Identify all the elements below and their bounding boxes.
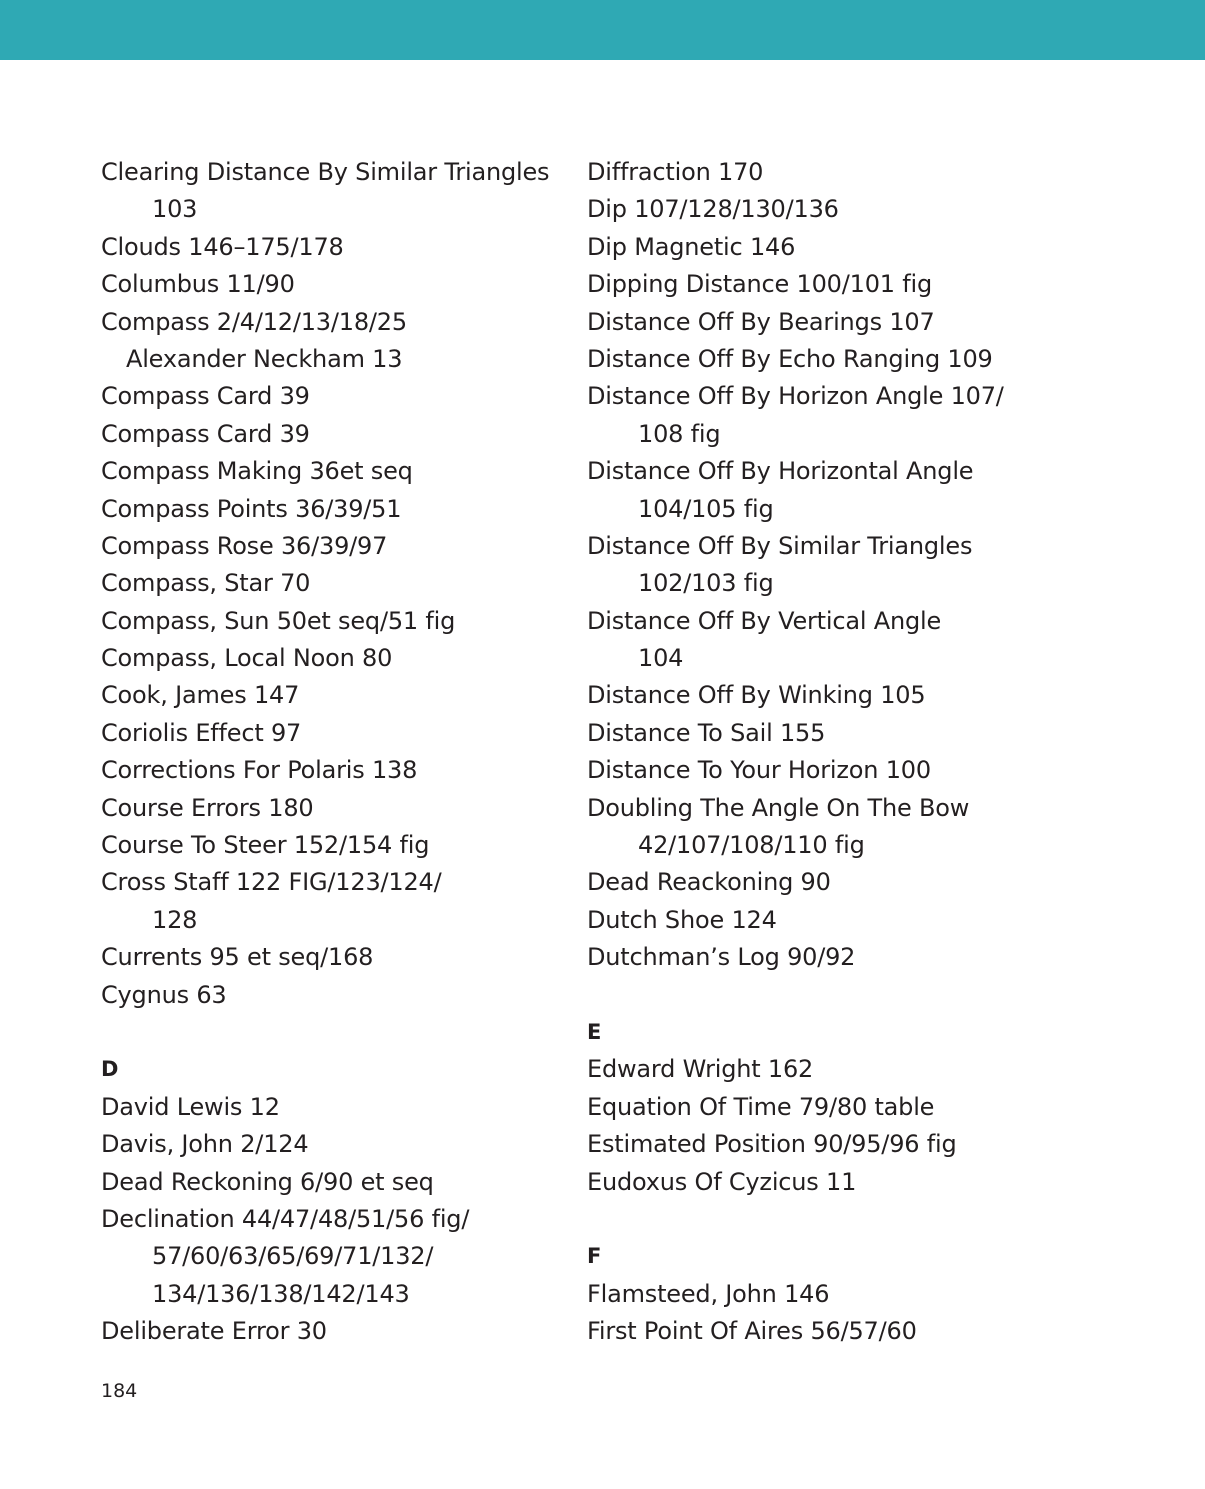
index-entry: Deliberate Error 30 bbox=[101, 1317, 327, 1346]
index-entry: David Lewis 12 bbox=[101, 1092, 280, 1121]
index-entry: Distance Off By Horizon Angle 107/ bbox=[587, 382, 1004, 411]
section-spacer bbox=[101, 1014, 561, 1051]
index-entry: Course To Steer 152/154 fig bbox=[101, 831, 430, 860]
index-entry: Corrections For Polaris 138 bbox=[101, 756, 418, 785]
index-entry: Course Errors 180 bbox=[101, 793, 314, 822]
index-entry: Doubling The Angle On The Bow bbox=[587, 793, 970, 822]
index-entry-continuation: 104/105 fig bbox=[638, 494, 774, 523]
index-column-right bbox=[587, 154, 1047, 1351]
index-entry: Dip 107/128/130/136 bbox=[587, 195, 839, 224]
index-entry: Compass 2/4/12/13/18/25 bbox=[101, 307, 407, 336]
index-entry: Dutch Shoe 124 bbox=[587, 905, 777, 934]
index-entry: Coriolis Effect 97 bbox=[101, 718, 302, 747]
index-entry: Compass, Sun 50et seq/51 fig bbox=[101, 606, 456, 635]
index-entry: Dead Reckoning 6/90 et seq bbox=[101, 1167, 434, 1196]
index-entry: Distance To Sail 155 bbox=[587, 718, 826, 747]
index-entry: Dipping Distance 100/101 fig bbox=[587, 270, 933, 299]
index-entry-continuation: 104 bbox=[638, 644, 684, 673]
index-entry-continuation: 102/103 fig bbox=[638, 569, 774, 598]
index-section-heading: D bbox=[101, 1057, 119, 1082]
index-entry-continuation: 103 bbox=[152, 195, 198, 224]
index-entry: Distance Off By Winking 105 bbox=[587, 681, 926, 710]
index-entry: Dip Magnetic 146 bbox=[587, 232, 796, 261]
index-entry: Distance Off By Horizontal Angle bbox=[587, 457, 974, 486]
index-entry: Dutchman’s Log 90/92 bbox=[587, 943, 856, 972]
index-entry: Equation Of Time 79/80 table bbox=[587, 1092, 935, 1121]
index-entry: Compass Making 36et seq bbox=[101, 457, 413, 486]
index-column-left bbox=[101, 154, 561, 1351]
index-entry-continuation: 108 fig bbox=[638, 419, 721, 448]
index-entry-continuation: Alexander Neckham 13 bbox=[126, 344, 403, 373]
index-entry: Compass, Star 70 bbox=[101, 569, 311, 598]
index-entry: Compass Points 36/39/51 bbox=[101, 494, 402, 523]
section-spacer bbox=[587, 1201, 1047, 1238]
index-entry: Davis, John 2/124 bbox=[101, 1130, 309, 1159]
index-entry: First Point Of Aires 56/57/60 bbox=[587, 1317, 917, 1346]
index-entry: Compass Card 39 bbox=[101, 382, 310, 411]
index-entry: Distance Off By Echo Ranging 109 bbox=[587, 344, 993, 373]
index-entry: Distance Off By Bearings 107 bbox=[587, 307, 935, 336]
index-entry: Currents 95 et seq/168 bbox=[101, 943, 374, 972]
index-entry: Eudoxus Of Cyzicus 11 bbox=[587, 1167, 857, 1196]
index-entry: Clouds 146–175/178 bbox=[101, 232, 344, 261]
index-entry: Columbus 11/90 bbox=[101, 270, 295, 299]
index-entry: Dead Reackoning 90 bbox=[587, 868, 831, 897]
index-section-heading: F bbox=[587, 1244, 602, 1269]
index-section-heading: E bbox=[587, 1019, 602, 1044]
index-entry: Estimated Position 90/95/96 fig bbox=[587, 1130, 957, 1159]
page-number: 184 bbox=[101, 1380, 138, 1402]
index-entry-continuation: 128 bbox=[152, 905, 198, 934]
index-entry: Declination 44/47/48/51/56 fig/ bbox=[101, 1204, 470, 1233]
header-color-band bbox=[0, 0, 1205, 60]
index-entry-continuation: 57/60/63/65/69/71/132/ bbox=[152, 1242, 434, 1271]
index-entry: Distance Off By Vertical Angle bbox=[587, 606, 942, 635]
index-entry: Clearing Distance By Similar Triangles bbox=[101, 158, 550, 186]
index-entry: Distance To Your Horizon 100 bbox=[587, 756, 931, 785]
index-entry: Flamsteed, John 146 bbox=[587, 1279, 830, 1308]
index-entry: Cygnus 63 bbox=[101, 980, 227, 1009]
section-spacer bbox=[587, 977, 1047, 1014]
index-entry: Diffraction 170 bbox=[587, 158, 764, 186]
index-entry: Edward Wright 162 bbox=[587, 1055, 814, 1084]
index-entry: Compass, Local Noon 80 bbox=[101, 644, 393, 673]
index-entry-continuation: 134/136/138/142/143 bbox=[152, 1279, 410, 1308]
index-entry: Cook, James 147 bbox=[101, 681, 300, 710]
index-entry: Compass Rose 36/39/97 bbox=[101, 531, 388, 560]
index-entry: Distance Off By Similar Triangles bbox=[587, 531, 973, 560]
index-entry-continuation: 42/107/108/110 fig bbox=[638, 831, 865, 860]
index-entry: Compass Card 39 bbox=[101, 419, 310, 448]
index-entry: Cross Staff 122 FIG/123/124/ bbox=[101, 868, 442, 897]
